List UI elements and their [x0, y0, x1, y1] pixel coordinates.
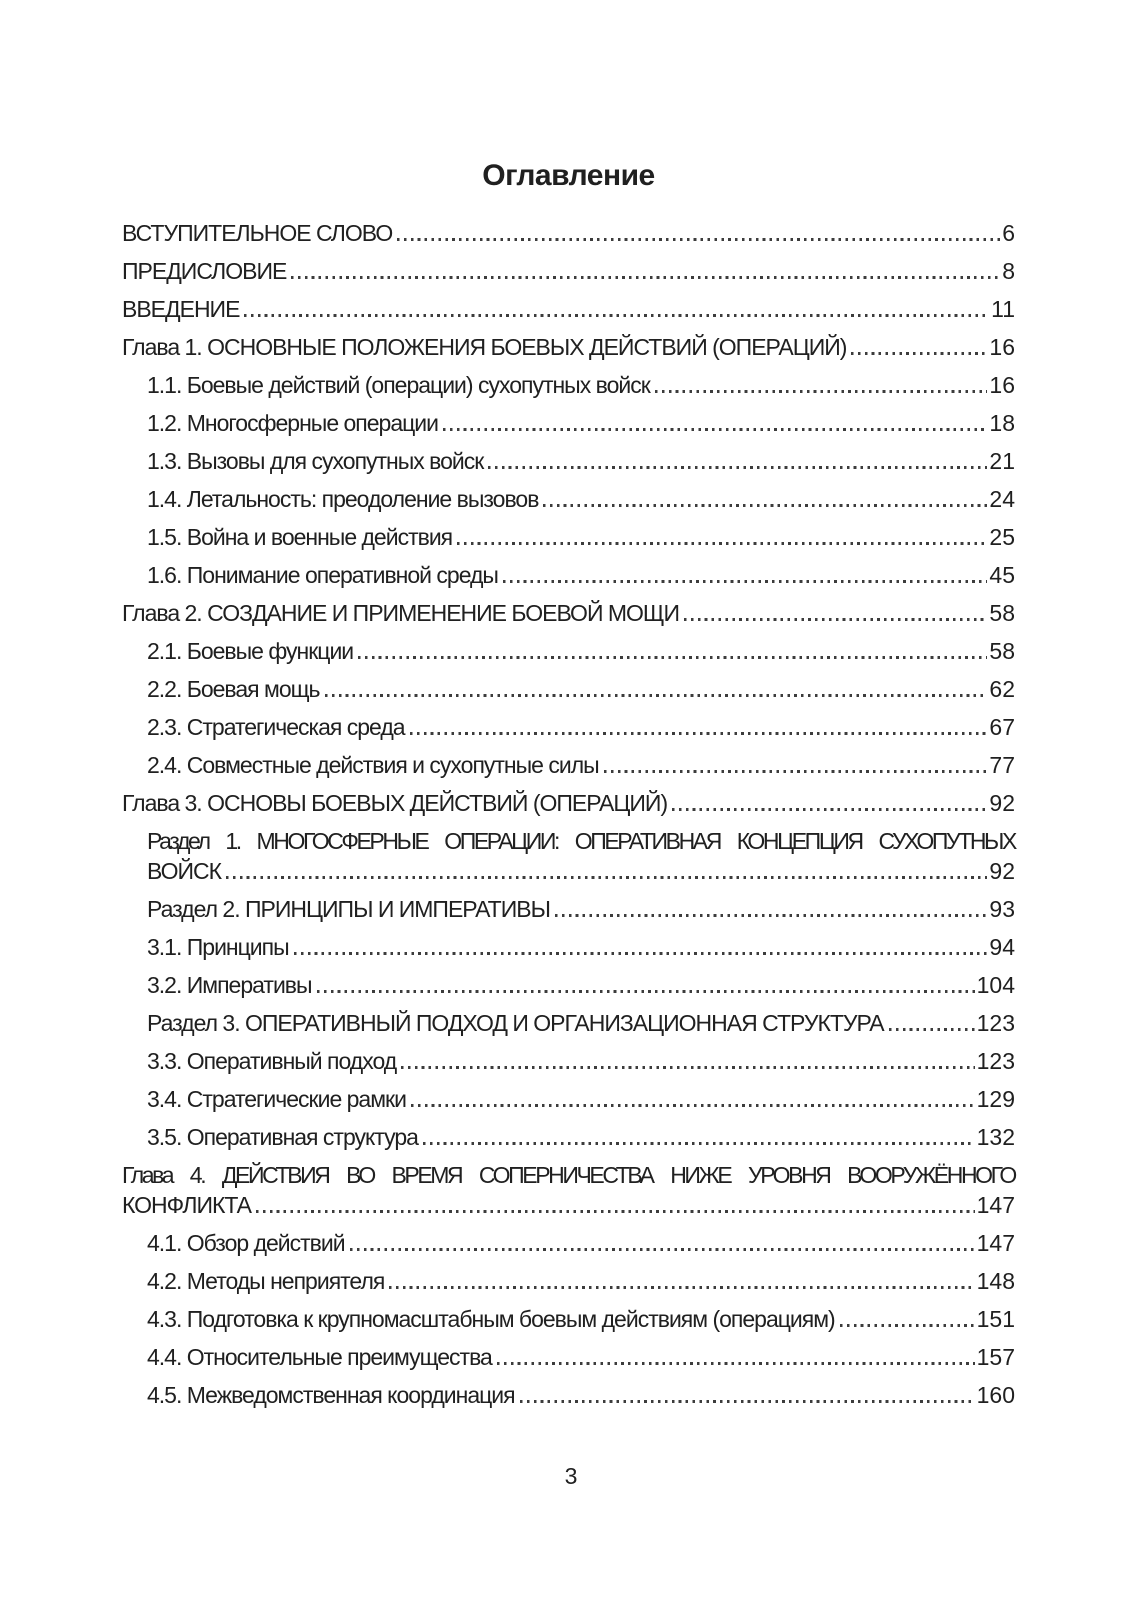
toc-entry-page: 148	[976, 1268, 1015, 1294]
toc-entry-text: Глава 2. СОЗДАНИЕ И ПРИМЕНЕНИЕ БОЕВОЙ МОЩИ	[122, 600, 680, 626]
toc-entry-text: ВСТУПИТЕЛЬНОЕ СЛОВО	[122, 220, 393, 246]
toc-entry-page: 147	[976, 1230, 1015, 1256]
dot-leader	[503, 580, 987, 583]
toc-entry-text: 2.4. Совместные действия и сухопутные силы	[147, 752, 599, 778]
toc-entry-text: 1.6. Понимание оперативной среды	[147, 562, 498, 588]
toc-entry-page: 94	[989, 934, 1015, 960]
dot-leader	[604, 770, 988, 773]
toc-entry	[122, 1380, 1015, 1410]
toc-entry-page: 58	[989, 600, 1015, 626]
toc-entry-page: 62	[989, 676, 1015, 702]
dot-leader	[244, 314, 989, 317]
table-of-contents	[122, 218, 1015, 1418]
dot-leader	[443, 428, 987, 431]
toc-entry	[122, 256, 1015, 286]
toc-entry	[122, 370, 1015, 400]
toc-entry-text: 2.3. Стратегическая среда	[147, 714, 405, 740]
toc-entry-page: 18	[989, 410, 1015, 436]
dot-leader	[410, 732, 988, 735]
dot-leader	[672, 808, 987, 811]
toc-entry	[122, 712, 1015, 742]
toc-entry-page: 25	[989, 524, 1015, 550]
toc-entry-text: Глава 3. ОСНОВЫ БОЕВЫХ ДЕЙСТВИЙ (ОПЕРАЦИЙ)	[122, 790, 668, 816]
toc-entry-page: 151	[976, 1306, 1015, 1332]
toc-entry-text: 1.1. Боевые действий (операции) сухопутных войск	[147, 372, 650, 398]
toc-entry-page: 45	[989, 562, 1015, 588]
toc-entry-text: 1.4. Летальность: преодоление вызовов	[147, 486, 539, 512]
page-number-footer: 3	[564, 1463, 578, 1489]
toc-entry	[122, 1228, 1015, 1258]
toc-entry-text: 2.1. Боевые функции	[147, 638, 354, 664]
toc-entry-page: 16	[989, 334, 1015, 360]
toc-entry-page: 157	[976, 1344, 1015, 1370]
toc-entry-page: 129	[976, 1086, 1015, 1112]
toc-entry-text: 2.2. Боевая мощь	[147, 676, 320, 702]
toc-entry-text: 4.3. Подготовка к крупномасштабным боевым действиям (операциям)	[147, 1306, 835, 1332]
toc-entry	[122, 332, 1015, 362]
toc-entry	[122, 1266, 1015, 1296]
toc-entry	[122, 446, 1015, 476]
toc-entry	[122, 970, 1015, 1000]
dot-leader	[520, 1400, 975, 1403]
toc-entry-text: 1.2. Многосферные операции	[147, 410, 438, 436]
dot-leader	[294, 952, 988, 955]
toc-entry-text: 3.2. Императивы	[147, 972, 312, 998]
toc-entry-line1: Глава 4. ДЕЙСТВИЯ ВО ВРЕМЯ СОПЕРНИЧЕСТВА НИЖЕ УРОВНЯ ВООРУЖЁННОГО	[122, 1162, 1015, 1188]
toc-entry	[122, 1160, 1015, 1220]
toc-entry-text: Раздел 2. ПРИНЦИПЫ И ИМПЕРАТИВЫ	[147, 896, 550, 922]
dot-leader	[655, 390, 988, 393]
toc-entry-text: 4.1. Обзор действий	[147, 1230, 345, 1256]
dot-leader	[889, 1028, 975, 1031]
dot-leader	[317, 990, 975, 993]
toc-entry	[122, 750, 1015, 780]
dot-leader	[291, 276, 1000, 279]
dot-leader	[350, 1248, 975, 1251]
toc-entry	[122, 1046, 1015, 1076]
toc-entry	[122, 1084, 1015, 1114]
dot-leader	[401, 1066, 974, 1069]
toc-entry-text: 4.2. Методы неприятеля	[147, 1268, 385, 1294]
dot-leader	[543, 504, 987, 507]
toc-entry	[122, 294, 1015, 324]
toc-entry-page: 11	[991, 296, 1015, 322]
toc-entry	[122, 826, 1015, 886]
toc-entry-text: 1.5. Война и военные действия	[147, 524, 453, 550]
toc-entry	[122, 408, 1015, 438]
toc-entry	[122, 1122, 1015, 1152]
toc-entry	[122, 218, 1015, 248]
dot-leader	[256, 1210, 975, 1213]
dot-leader	[411, 1104, 975, 1107]
toc-entry	[122, 522, 1015, 552]
dot-leader	[497, 1362, 975, 1365]
toc-entry	[122, 484, 1015, 514]
toc-entry-text: 3.3. Оперативный подход	[147, 1048, 397, 1074]
dot-leader	[389, 1286, 974, 1289]
toc-entry-page: 24	[989, 486, 1015, 512]
dot-leader	[457, 542, 987, 545]
dot-leader	[358, 656, 987, 659]
toc-entry-page: 92	[989, 790, 1015, 816]
toc-entry-text: 4.5. Межведомственная координация	[147, 1382, 515, 1408]
toc-entry-page: 92	[989, 858, 1015, 884]
dot-leader	[397, 238, 1000, 241]
toc-entry	[122, 674, 1015, 704]
dot-leader	[840, 1324, 975, 1327]
toc-entry-page: 58	[989, 638, 1015, 664]
dot-leader	[555, 914, 987, 917]
toc-entry-page: 16	[989, 372, 1015, 398]
toc-entry-line2: КОНФЛИКТА	[122, 1192, 252, 1218]
toc-entry-text: ПРЕДИСЛОВИЕ	[122, 258, 287, 284]
dot-leader	[325, 694, 988, 697]
toc-entry	[122, 1342, 1015, 1372]
toc-entry-page: 67	[989, 714, 1015, 740]
toc-entry-page: 8	[1002, 258, 1015, 284]
toc-entry-text: 3.5. Оперативная структура	[147, 1124, 418, 1150]
toc-entry-page: 132	[976, 1124, 1015, 1150]
toc-entry	[122, 598, 1015, 628]
toc-entry-text: Раздел 3. ОПЕРАТИВНЫЙ ПОДХОД И ОРГАНИЗАЦИОННАЯ СТРУКТУРА	[147, 1010, 884, 1036]
toc-entry	[122, 894, 1015, 924]
toc-entry	[122, 932, 1015, 962]
toc-entry-text: 4.4. Относительные преимущества	[147, 1344, 492, 1370]
toc-title: Оглавление	[482, 159, 655, 192]
toc-entry	[122, 560, 1015, 590]
toc-entry-page: 104	[976, 972, 1015, 998]
toc-entry-line1: Раздел 1. МНОГОСФЕРНЫЕ ОПЕРАЦИИ: ОПЕРАТИВНАЯ КОНЦЕПЦИЯ СУХОПУТНЫХ	[147, 828, 1015, 854]
toc-entry-page: 6	[1002, 220, 1015, 246]
toc-entry-text: ВВЕДЕНИЕ	[122, 296, 240, 322]
dot-leader	[684, 618, 987, 621]
toc-entry-page: 21	[989, 448, 1015, 474]
dot-leader	[226, 876, 987, 879]
toc-entry-text: 3.4. Стратегические рамки	[147, 1086, 406, 1112]
toc-entry-text: 1.3. Вызовы для сухопутных войск	[147, 448, 484, 474]
toc-entry	[122, 788, 1015, 818]
toc-entry-page: 123	[976, 1048, 1015, 1074]
dot-leader	[851, 352, 987, 355]
toc-entry-line2: ВОЙСК	[147, 858, 222, 884]
toc-entry	[122, 636, 1015, 666]
dot-leader	[423, 1142, 975, 1145]
toc-entry-text: 3.1. Принципы	[147, 934, 289, 960]
toc-entry-page: 147	[976, 1192, 1015, 1218]
toc-entry-page: 123	[976, 1010, 1015, 1036]
toc-entry-page: 160	[976, 1382, 1015, 1408]
toc-entry-text: Глава 1. ОСНОВНЫЕ ПОЛОЖЕНИЯ БОЕВЫХ ДЕЙСТВИЙ (ОПЕРАЦИЙ)	[122, 334, 847, 360]
toc-entry	[122, 1008, 1015, 1038]
toc-entry	[122, 1304, 1015, 1334]
toc-entry-page: 77	[989, 752, 1015, 778]
toc-entry-page: 93	[989, 896, 1015, 922]
dot-leader	[488, 466, 987, 469]
